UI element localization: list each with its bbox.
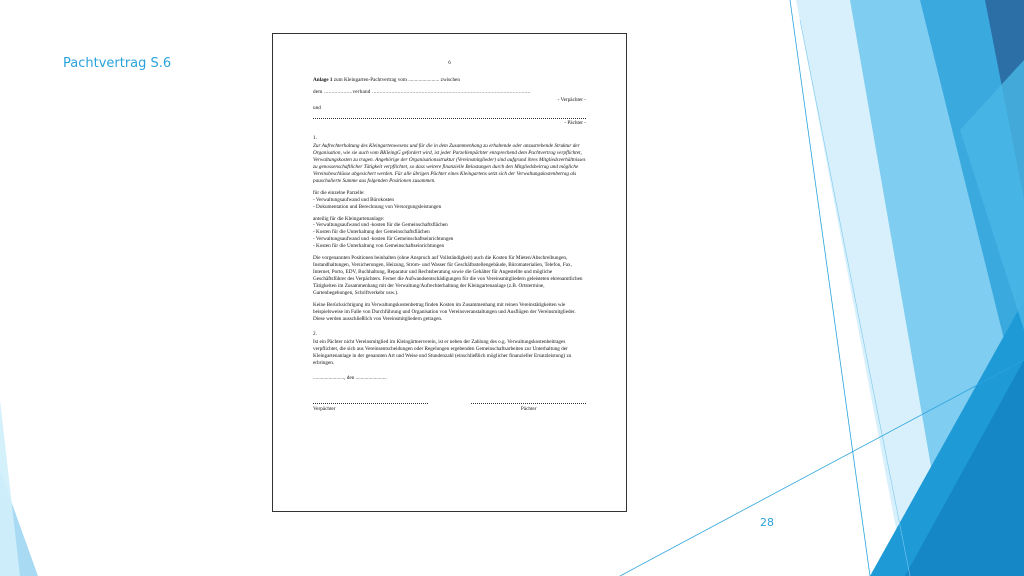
doc-positions-text: Die vorgenannten Positionen beinhalten (ohne Anspruch auf Vollständigkeit) auch die Kosten für Mieten/Abschreibungen, Instandhaltungen, Versicherungen, Heizung, Strom- und Wasser für Geschäftsstellengebäude, Büromaterialien, Telefon, Fax, Internet, Porto, EDV, Buchhaltung, Reparatur und Rechtsberatung sowie die Gehälter für Angestellte und mögliche Geschäftsführer des Verpächters. Ferner die Aufwandsentschädigungen für die von Vereinsmitgliedern geleisteten ehrenamtlichen Tätigkeiten im Zusammenhang mit der Verwaltung/Aufrechterhaltung der Kleingartenanlage (z.B. Ortstermine, Gartenbegehungen, Schriftverkehr usw.). [313,255,583,297]
doc-no-consideration-text: Keine Berücksichtigung im Verwaltungskostenbetrag finden Kosten im Zusammenhang mit reinen Vereinstätigkeiten wie beispielsweise im Falle von Durchführung und Organisation von Vereinsveranstaltungen und Ausflügen der Vereinsmitglieder. Diese werden ausschließlich von Vereinsmitgliedern getragen. [313,302,576,323]
doc-heading-bold: Anlage 1 [313,76,333,83]
slide-number: 28 [760,516,774,529]
doc-party2-label: - Pächter - [564,119,586,126]
document-page [272,33,627,512]
doc-share-intro: anteilig für die Kleingartenanlage: [313,215,385,222]
doc-parcel-item: - Dokumentation und Berechnung von Versorgungsleistungen [313,203,442,210]
doc-heading-rest: zum Kleingarten-Pachtvertrag vom ........................ zwischen [332,76,460,83]
doc-party2-line [313,114,586,119]
doc-party1: dem ...................verband .......................................................................................................... [313,88,531,95]
doc-party1-label: - Verpächter - [557,96,586,103]
doc-signatures [313,398,586,413]
doc-section2-text: Ist ein Pächter nicht Vereinsmitglied im Kleingärtnerverein, ist er neben der Zahlung des o.g. Verwaltungskostenbeitrages verpflichtet, die sich aus Vereinsentscheidungen oder Regelungen ergebenden Gemeinschaftsarbeiten zur Unterhaltung der Kleingartenanlage in der genannten Art und Weise und Stundenzahl (einschließlich möglicher finanzieller Ersatzleistung) zu erbringen. [313,339,572,366]
doc-section1-text: Zur Aufrechterhaltung des Kleingartenwesens und für die in dem Zusammenhang zu erhaltende oder anzustrebende Struktur der Organisation, wie sie auch vom BKleingG gefordert wird, ist jeder Parzellenpächter entsprechend dem Pachtvertrag verpflichtet, Verwaltungskosten zu tragen. Angehörige der Organisationsstruktur (Vereinsmitglieder) sind aufgrund ihres Mitgliedsverhältnisses zu genossenschaftlicher Tätigkeit verpflichtet, so dass weitere finanzielle Belastungen durch den Mitgliedsbeitrag und mögliche Vereinsbeschlüsse abgesichert werden. Für alle übrigen Pächter eines Kleingartens setzt sich der Verwaltungskostenbetrag als pauschalierte Summe aus folgenden Positionen zusammen. [313,142,586,184]
doc-share-item: - Verwaltungsaufwand und -kosten für Gemeinschaftseinrichtungen [313,236,454,243]
doc-section1-number: 1. [313,134,317,141]
doc-signature-left [313,398,428,413]
doc-share-item: - Kosten für die Unterhaltung von Gemeinschaftseinrichtungen [313,243,445,250]
doc-parcel-item: - Verwaltungsaufwand und Bürokosten [313,196,395,203]
slide-title: Pachtvertrag S.6 [63,56,172,71]
doc-signature-left-label: Verpächter [313,405,336,412]
doc-signature-line [313,398,428,404]
doc-share-list [313,222,586,250]
doc-section2-number: 2. [313,331,317,338]
doc-parcel-intro: für die einzelne Parzelle: [313,189,365,196]
doc-heading [313,77,586,84]
doc-signature-right-label: Pächter [520,405,537,412]
doc-signature-right [471,398,586,413]
doc-page-number: 6 [448,60,451,66]
doc-parcel-list [313,197,586,211]
doc-share-item: - Kosten für die Unterhaltung der Gemeinschaftsflächen [313,229,430,236]
doc-share-item: - Verwaltungsaufwand und -kosten für die Gemeinschaftsflächen [313,222,448,229]
doc-signature-line [471,398,586,404]
doc-place-date: ........................, den ........................ [313,374,387,381]
doc-und: und [313,104,321,111]
